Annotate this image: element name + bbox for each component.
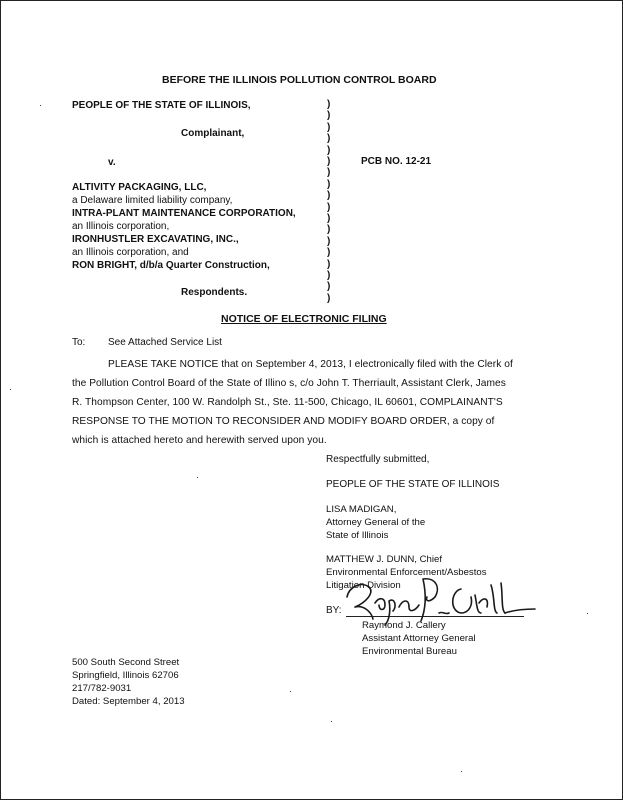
- caption-bracket: ): [327, 247, 331, 259]
- caption-bracket: ): [327, 213, 331, 224]
- ag-line: LISA MADIGAN,: [326, 504, 397, 515]
- caption-bracket: ): [327, 133, 331, 145]
- to-label: To:: [72, 337, 86, 348]
- respondents-role: Respondents.: [181, 287, 248, 298]
- caption-bracket: ): [327, 144, 331, 156]
- caption-bracket: ): [327, 156, 331, 167]
- respondent-line: ALTIVITY PACKAGING, LLC,: [72, 182, 207, 193]
- caption-bracket: ): [327, 178, 331, 190]
- caption-bracket: ): [327, 281, 331, 293]
- body-line: the Pollution Control Board of the State of Illino s, c/o John T. Therriault, Assistant Clerk, James: [72, 378, 506, 389]
- body-line: R. Thompson Center, 100 W. Randolph St., Ste. 11-500, Chicago, IL 60601, COMPLAINANT'S: [72, 397, 503, 408]
- plaintiff-role: Complainant,: [181, 128, 245, 139]
- caption-bracket: ): [327, 201, 331, 213]
- caption-bracket: ): [327, 258, 331, 270]
- respondent-line: an Illinois corporation, and: [72, 247, 189, 258]
- address-line: Springfield, Illinois 62706: [72, 670, 179, 681]
- court-header: BEFORE THE ILLINOIS POLLUTION CONTROL BOARD: [162, 74, 437, 86]
- caption-bracket: ): [327, 99, 331, 110]
- by-label: BY:: [326, 605, 342, 616]
- signatory-entity: PEOPLE OF THE STATE OF ILLINOIS: [326, 479, 500, 490]
- closing: Respectfully submitted,: [326, 454, 430, 465]
- scan-speck: [290, 691, 291, 692]
- division-line: Environmental Enforcement/Asbestos: [326, 567, 487, 578]
- plaintiff-name: PEOPLE OF THE STATE OF ILLINOIS,: [72, 100, 251, 111]
- scan-speck: [40, 105, 41, 106]
- signer-line: Raymond J. Callery: [362, 620, 446, 631]
- ag-line: State of Illinois: [326, 530, 389, 541]
- to-value: See Attached Service List: [108, 337, 222, 348]
- signer-line: Assistant Attorney General: [362, 633, 476, 644]
- respondent-line: INTRA-PLANT MAINTENANCE CORPORATION,: [72, 208, 296, 219]
- caption-bracket: ): [327, 235, 331, 247]
- caption-bracket: ): [327, 292, 331, 304]
- caption-bracket: ): [327, 121, 331, 133]
- caption-bracket: ): [327, 167, 331, 179]
- address-line: Dated: September 4, 2013: [72, 696, 185, 707]
- division-line: MATTHEW J. DUNN, Chief: [326, 554, 443, 565]
- scan-speck: [587, 613, 588, 614]
- caption-bracket: ): [327, 270, 331, 281]
- respondent-line: RON BRIGHT, d/b/a Quarter Construction,: [72, 260, 270, 271]
- respondent-line: a Delaware limited liability company,: [72, 195, 233, 206]
- signer-line: Environmental Bureau: [362, 646, 457, 657]
- caption-bracket: ): [327, 224, 331, 236]
- address-line: 217/782-9031: [72, 683, 132, 694]
- body-line: PLEASE TAKE NOTICE that on September 4, 2013, I electronically filed with the Clerk of: [108, 359, 513, 370]
- ag-line: Attorney General of the: [326, 517, 426, 528]
- respondent-line: IRONHUSTLER EXCAVATING, INC.,: [72, 234, 239, 245]
- body-line: RESPONSE TO THE MOTION TO RECONSIDER AND MODIFY BOARD ORDER, a copy of: [72, 416, 495, 427]
- body-line: which is attached hereto and herewith served upon you.: [72, 435, 327, 446]
- division-line: Litigation Division: [326, 580, 401, 591]
- respondent-line: an Illinois corporation,: [72, 221, 170, 232]
- scan-speck: [197, 477, 198, 478]
- caption-bracket: ): [327, 110, 331, 122]
- notice-title: NOTICE OF ELECTRONIC FILING: [221, 313, 387, 325]
- handwritten-signature: [339, 567, 539, 627]
- scan-speck: [10, 389, 11, 390]
- scan-speck: [461, 771, 462, 772]
- versus-label: v.: [108, 157, 116, 168]
- case-number: PCB NO. 12-21: [361, 156, 432, 167]
- caption-bracket: ): [327, 190, 331, 202]
- scan-speck: [331, 721, 332, 722]
- address-line: 500 South Second Street: [72, 657, 180, 668]
